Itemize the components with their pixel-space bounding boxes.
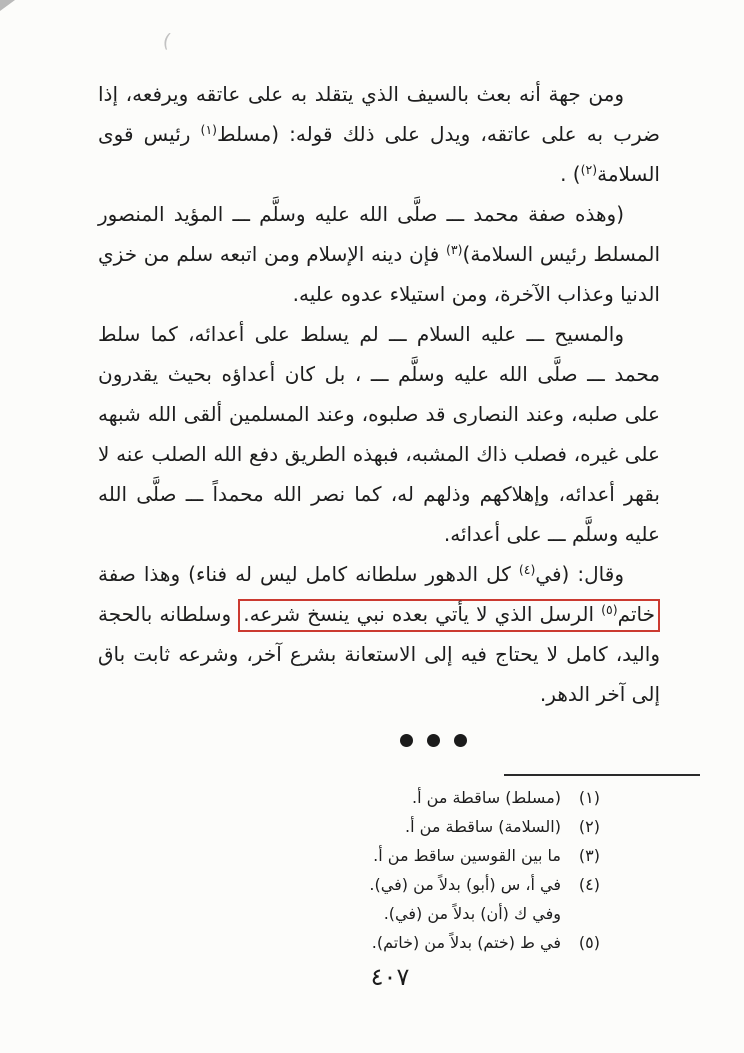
separator-dot-icon [454,734,467,747]
footnote-marker-2: (٢) [580,162,598,177]
paragraph-1-text: رئيس قوى السلامة [98,122,660,186]
section-separator-dots [400,734,467,747]
red-highlight-box [238,599,660,632]
footnote-separator-rule [504,774,700,776]
highlighted-phrase: الرسل الذي لا يأتي بعده نبي ينسخ شرعه. [243,602,602,626]
paragraph-1-text: ومن جهة أنه بعث بالسيف الذي يتقلد به على عاتقه ويرفعه، إذا ضرب به على عاتقه، ويدل على ذلك قوله: (مسلط [98,82,660,146]
paragraph-1-text: ) . [560,162,581,186]
paragraph-2-text: (وهذه صفة محمد ـــ صلَّى الله عليه وسلَّم ـــ المؤيد المنصور المسلط رئيس السلامة) [98,202,660,266]
scan-corner-artifact [0,0,15,11]
body-text [98,74,660,714]
footnote-marker-4: (٤) [518,562,536,577]
paragraph-3-text: والمسيح ـــ عليه السلام ـــ لم يسلط على أعدائه، كما سلط محمد ـــ صلَّى الله عليه وسلَّم ـــ ، بل كان أعداؤه بحيث يقدرون على صلبه، وعند النصارى قد صلبوه، وعند المسلمين ألقى الله شبهه على غيره، فصلب ذاك المشبه، فبهذه الطريق دفع الله الصلب عنه لا بقهر أعدائه، وإهلاكهم وذلهم له، كما نصر الله محمداً ـــ صلَّى الله عليه وسلَّم ـــ على أعدائه. [98,322,660,546]
page-number: ٤٠٧ [370,963,410,991]
highlighted-phrase: خاتم [617,602,655,626]
footnote-row [180,812,600,841]
paragraph-2-text: فإن دينه الإسلام ومن اتبعه سلم من خزي الدنيا وعذاب الآخرة، ومن استيلاء عدوه عليه. [98,242,660,306]
footnote-marker-1: (١) [200,122,218,137]
footnote-row-continuation [180,899,600,928]
footnotes-block [180,783,600,957]
paragraph-1 [98,74,660,194]
paragraph-4-text: وقال: (في [535,562,624,586]
footnote-text: وفي ك (أن) بدلاً من (في). [383,904,561,923]
footnote-text: (مسلط) ساقطة من أ. [412,788,561,807]
footnote-row [180,783,600,812]
paragraph-2 [98,194,660,314]
footnote-number: (٣) [578,846,600,865]
paragraph-4 [98,554,660,714]
footnote-row [180,928,600,957]
footnote-row [180,841,600,870]
paragraph-3 [98,314,660,554]
footnote-number: (٥) [578,933,600,952]
separator-dot-icon [427,734,440,747]
separator-dot-icon [400,734,413,747]
footnote-number: (١) [578,788,600,807]
footnote-text: في أ، س (أبو) بدلاً من (في). [369,875,561,894]
footnote-text: ما بين القوسين ساقط من أ. [373,846,561,865]
footnote-marker-3: (٣) [446,242,463,257]
scan-stray-mark: ( [160,29,173,53]
footnote-marker-5: (٥) [601,602,618,617]
footnote-text: (السلامة) ساقطة من أ. [405,817,561,836]
footnote-text: في ط (ختم) بدلاً من (خاتم). [371,933,561,952]
paragraph-4-text: كل الدهور سلطانه كامل ليس له فناء) وهذا صفة [98,562,519,586]
paragraph-4-text: وسلطانه بالحجة واليد، كامل لا يحتاج فيه إلى الاستعانة بشرع آخر، وشرعه ثابت باق إلى آخر الدهر. [98,602,660,706]
footnote-row [180,870,600,899]
footnote-number: (٢) [578,817,600,836]
footnote-number: (٤) [578,875,600,894]
